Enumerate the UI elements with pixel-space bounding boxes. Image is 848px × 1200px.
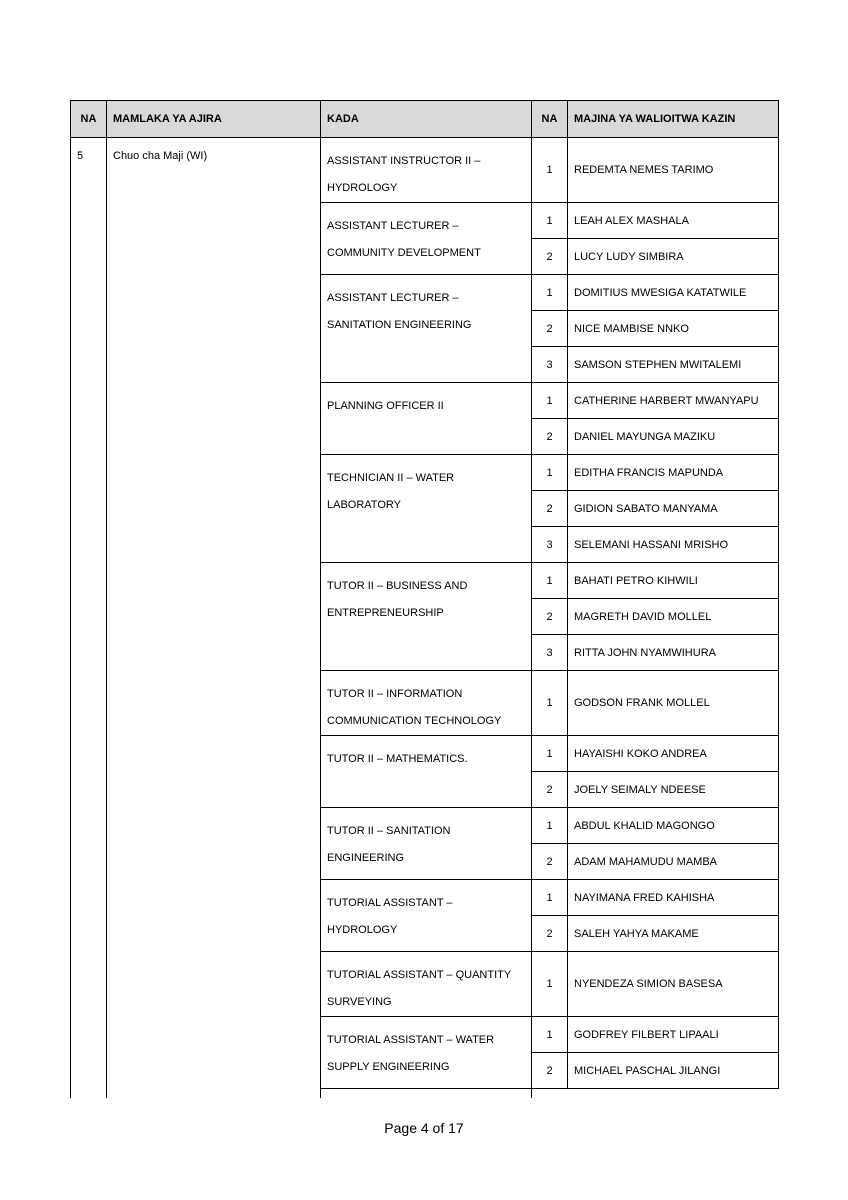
person-number: 1 xyxy=(532,383,568,419)
person-number: 1 xyxy=(532,138,568,203)
person-name: MAGRETH DAVID MOLLEL xyxy=(568,599,779,635)
person-number: 3 xyxy=(532,527,568,563)
table-header-row xyxy=(71,101,779,138)
person-number: 1 xyxy=(532,1017,568,1053)
person-name: DOMITIUS MWESIGA KATATWILE xyxy=(568,275,779,311)
person-number: 2 xyxy=(532,491,568,527)
table-body xyxy=(71,138,779,1099)
table-row xyxy=(71,138,779,203)
kada-cell: TUTOR II – SANITATION ENGINEERING xyxy=(321,808,532,880)
header-mamlaka: MAMLAKA YA AJIRA xyxy=(107,101,321,138)
kada-cell: ASSISTANT LECTURER – SANITATION ENGINEERING xyxy=(321,275,532,383)
header-kada: KADA xyxy=(321,101,532,138)
person-name: ABDUL KHALID MAGONGO xyxy=(568,808,779,844)
kada-cell: TUTORIAL ASSISTANT – HYDROLOGY xyxy=(321,880,532,952)
person-name: NYENDEZA SIMION BASESA xyxy=(568,952,779,1017)
person-number: 3 xyxy=(532,635,568,671)
continuation-kada xyxy=(321,1089,532,1099)
person-number: 2 xyxy=(532,916,568,952)
person-name: LEAH ALEX MASHALA xyxy=(568,203,779,239)
continuation-blank xyxy=(532,1089,568,1099)
person-name: RITTA JOHN NYAMWIHURA xyxy=(568,635,779,671)
person-name: EDITHA FRANCIS MAPUNDA xyxy=(568,455,779,491)
person-number: 2 xyxy=(532,239,568,275)
kada-cell: PLANNING OFFICER II xyxy=(321,383,532,455)
person-name: JOELY SEIMALY NDEESE xyxy=(568,772,779,808)
header-majina: MAJINA YA WALIOITWA KAZIN xyxy=(568,101,779,138)
person-number: 2 xyxy=(532,1053,568,1089)
header-na-person: NA xyxy=(532,101,568,138)
header-na: NA xyxy=(71,101,107,138)
kada-cell: TUTOR II – MATHEMATICS. xyxy=(321,736,532,808)
person-number: 1 xyxy=(532,671,568,736)
person-number: 1 xyxy=(532,275,568,311)
person-name: MICHAEL PASCHAL JILANGI xyxy=(568,1053,779,1089)
person-number: 3 xyxy=(532,347,568,383)
kada-cell: TUTORIAL ASSISTANT – WATER SUPPLY ENGINEERING xyxy=(321,1017,532,1089)
page-number: Page 4 of 17 xyxy=(384,1120,464,1136)
person-name: DANIEL MAYUNGA MAZIKU xyxy=(568,419,779,455)
person-number: 1 xyxy=(532,952,568,1017)
person-name: BAHATI PETRO KIHWILI xyxy=(568,563,779,599)
person-name: GODFREY FILBERT LIPAALI xyxy=(568,1017,779,1053)
person-number: 2 xyxy=(532,844,568,880)
person-name: SELEMANI HASSANI MRISHO xyxy=(568,527,779,563)
person-number: 2 xyxy=(532,311,568,347)
appointments-table xyxy=(70,100,779,1098)
person-number: 1 xyxy=(532,736,568,772)
person-name: LUCY LUDY SIMBIRA xyxy=(568,239,779,275)
person-number: 1 xyxy=(532,203,568,239)
person-name: REDEMTA NEMES TARIMO xyxy=(568,138,779,203)
kada-cell: ASSISTANT INSTRUCTOR II – HYDROLOGY xyxy=(321,138,532,203)
entry-mamlaka: Chuo cha Maji (WI) xyxy=(107,138,321,1099)
person-number: 1 xyxy=(532,880,568,916)
person-name: NAYIMANA FRED KAHISHA xyxy=(568,880,779,916)
person-name: NICE MAMBISE NNKO xyxy=(568,311,779,347)
person-name: SAMSON STEPHEN MWITALEMI xyxy=(568,347,779,383)
person-number: 2 xyxy=(532,599,568,635)
person-number: 1 xyxy=(532,563,568,599)
kada-cell: TECHNICIAN II – WATER LABORATORY xyxy=(321,455,532,563)
person-name: GIDION SABATO MANYAMA xyxy=(568,491,779,527)
person-number: 2 xyxy=(532,419,568,455)
person-name: HAYAISHI KOKO ANDREA xyxy=(568,736,779,772)
person-number: 2 xyxy=(532,772,568,808)
person-name: SALEH YAHYA MAKAME xyxy=(568,916,779,952)
person-name: ADAM MAHAMUDU MAMBA xyxy=(568,844,779,880)
person-number: 1 xyxy=(532,455,568,491)
kada-cell: ASSISTANT LECTURER – COMMUNITY DEVELOPMENT xyxy=(321,203,532,275)
person-number: 1 xyxy=(532,808,568,844)
kada-cell: TUTOR II – INFORMATION COMMUNICATION TECHNOLOGY xyxy=(321,671,532,736)
person-name: CATHERINE HARBERT MWANYAPU xyxy=(568,383,779,419)
person-name: GODSON FRANK MOLLEL xyxy=(568,671,779,736)
continuation-blank xyxy=(568,1089,779,1099)
entry-na: 5 xyxy=(71,138,107,1099)
kada-cell: TUTORIAL ASSISTANT – QUANTITY SURVEYING xyxy=(321,952,532,1017)
kada-cell: TUTOR II – BUSINESS AND ENTREPRENEURSHIP xyxy=(321,563,532,671)
